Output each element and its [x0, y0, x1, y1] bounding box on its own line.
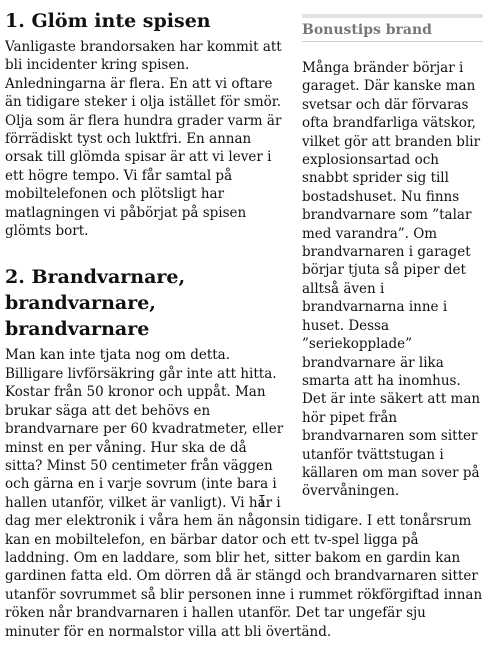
text-cursor-icon [259, 495, 265, 507]
section-heading-stove: 1. Glöm inte spisen [5, 10, 211, 32]
section-text-smoke-alarms: Man kan inte tjata nog om detta. Billigare livförsäkring går inte att hitta. Kostar från 50 kronor och uppåt. Man brukar säga att det behövs en brandvarnare per 60 kvadratmeter, eller minst en per våning. Hur ska de då sitta? Minst 50 centimeter från väggen och gärna en i varje sovrum (inte bara i hallen utanför, vilket är vanligt). Vi har i dag mer elektronik i våra hem än någonsin tidigare. I ett tonårsrum kan en mobiltelefon, en bärbar dator och ett tv-spel ligga på laddning. Om en laddare, som blir het, sitter bakom en gardin kan gardinen fatta eld. Om dörren då är stängd och brandvarnaren sitter utanför sovrummet så blir personen inne i rummet rökförgiftad innan röken når brandvarnaren i hallen utanför. Det tar ungefär sju minuter för en normalstor villa att bli övertänd. [5, 347, 483, 640]
section-heading-smoke-alarms: 2. Brandvarnare, brandvarnare, brandvarnare [5, 266, 186, 341]
bonus-tips-box [302, 14, 483, 501]
bonus-tips-text: Många bränder börjar i garaget. Där kanske man svetsar och där förvaras ofta brandfarliga vätskor, vilket gör att branden blir explosionsartad och snabbt sprider sig till bostadshuset. Nu finns brandvarnare som ”talar med varandra”. Om brandvarnaren i garaget börjar tjuta så piper det alltså även i brandvarnarna inne i huset. Dessa ”seriekopplade” brandvarnare är lika smarta att ha inomhus. Det är inte säkert att man hör pipet från brandvarnaren som sitter utanför tvättstugan i källaren om man sover på övervåningen. [302, 60, 481, 500]
section-text-stove: Vanligaste brandorsaken har kommit att bli incidenter kring spisen. Anledningarna är flera. En att vi oftare än tidigare steker i olja istället för smör. Olja som är flera hundra grader varm är förrädiskt tyst och luktfri. En annan orsak till glömda spisar är att vi lever i ett högre tempo. Vi får samtal på mobiltelefonen och plötsligt har matlagningen vi påbörjat på spisen glömts bort. [5, 39, 282, 240]
article [5, 8, 483, 641]
bonus-tips-title: Bonustips brand [302, 20, 483, 42]
